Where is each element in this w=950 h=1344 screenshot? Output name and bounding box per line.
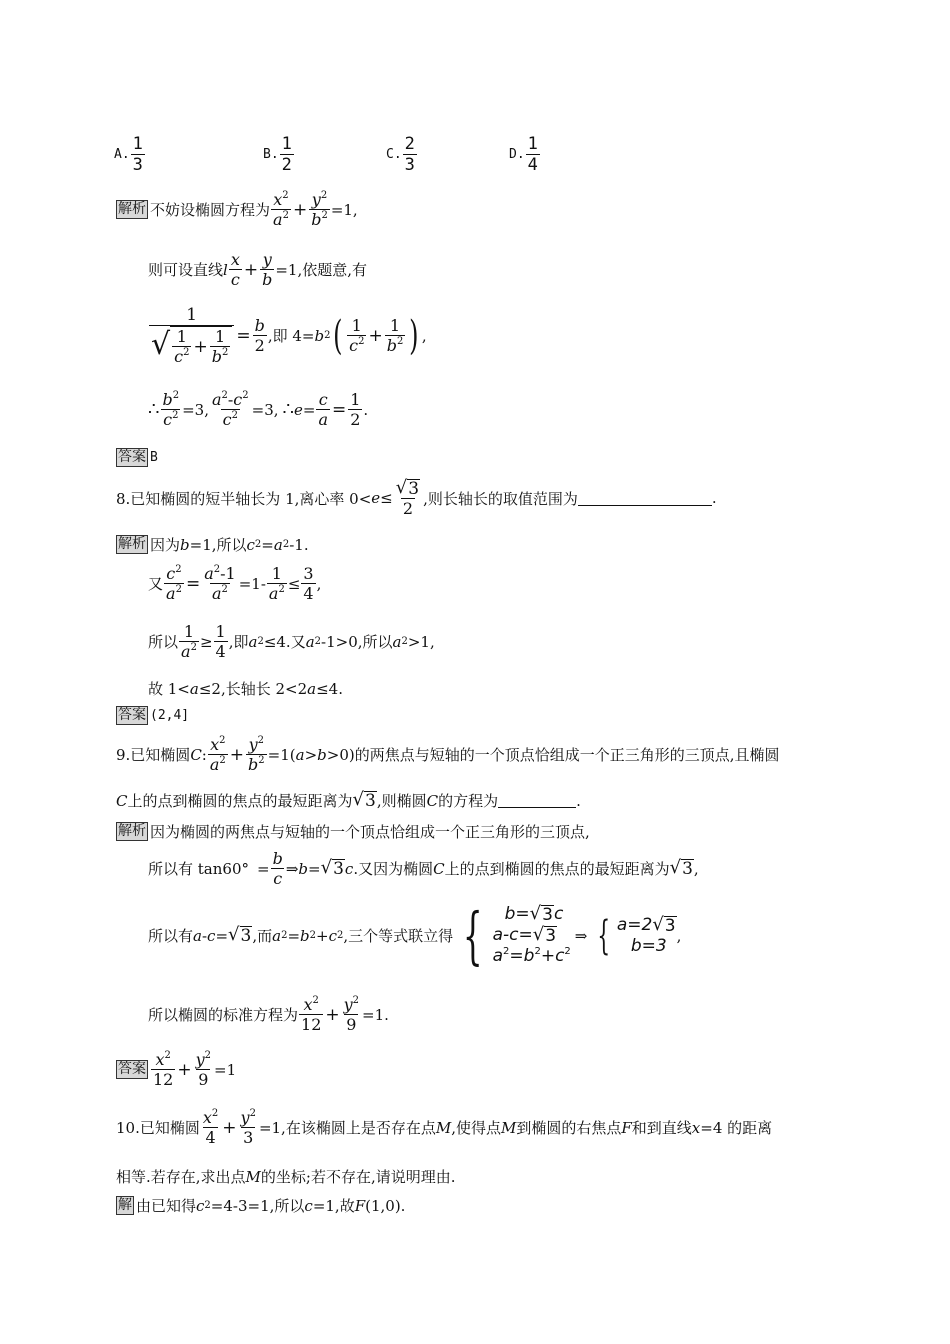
q8-solution-line2: 又 $\frac{c^2}{a^2}$ = $\frac{a^2-1}{a^2}$ =1- $\frac{1}{a^2}$ ≤ $\frac{3}{4}$ ,	[148, 564, 322, 603]
jiexi-tag: 解析	[118, 201, 146, 217]
q10-solution-line1: 解 由已知得 c 2 =4-3=1,所以 c =1,故 F (1,0).	[118, 1196, 406, 1215]
q7-text: =1,依题意,有	[275, 261, 368, 279]
fraction-b-2: $\frac{b}{2}$	[254, 316, 265, 355]
q7-text: 则可设直线	[148, 261, 224, 279]
fraction-y-b: $\frac{y}{b}$	[262, 250, 273, 289]
option-b	[263, 134, 295, 175]
q7-solution-line3: 1 √ $\frac{1}{c^2}$ + $\frac{1}{b^2}$ = $\frac{b}{2}$ ,即 4= b 2 ( $\frac{1}{c^2}$ + $\frac{1}{b^2}$ ) ,	[151, 305, 427, 366]
q7-answer-value: B	[150, 450, 158, 465]
plus-sign: +	[292, 199, 308, 220]
fraction-x-c: $\frac{x}{c}$	[230, 250, 240, 289]
jiexi-tag: 解析	[118, 536, 146, 552]
line-l: l	[223, 260, 228, 279]
q7-solution-line4: ∴ $\frac{b^2}{c^2}$ =3, $\frac{a^2-c^2}{c^2}$ =3, ∴ e= $\frac{c}{a}$ = $\frac{1}{2}$ .	[148, 390, 369, 429]
q7-solution-line2: 则可设直线 l $\frac{x}{c}$ + $\frac{y}{b}$ =1,依题意,有	[148, 250, 368, 289]
q7-answer	[116, 448, 158, 467]
daan-tag: 答案	[118, 707, 146, 723]
q9-solution-line4: 所以椭圆的标准方程为 $\frac{x^2}{12}$ + $\frac{y^2}{9}$ =1.	[148, 995, 389, 1034]
answer-blank[interactable]	[498, 793, 576, 808]
q9-solution-line1: 解析 因为椭圆的两焦点与短轴的一个顶点恰组成一个正三角形的三顶点,	[118, 823, 590, 841]
option-b-label: B.	[263, 147, 279, 162]
distance-fraction: 1 √ $\frac{1}{c^2}$ + $\frac{1}{b^2}$	[149, 305, 234, 366]
q7-solution-line1	[116, 190, 358, 229]
q9-stem-line1: 9.已知椭圆 C : $\frac{x^2}{a^2}$ + $\frac{y^2}{b^2}$ =1( a > b >0)的两焦点与短轴的一个顶点恰组成一个正三角形的三顶点,且椭圆	[116, 735, 780, 774]
q9-solution-line2: 所以有 tan60° = $\frac{b}{c}$ ⇒ b = √ 3 c .又因为椭圆 C 上的点到椭圆的焦点的最短距离为 √ 3 ,	[148, 849, 699, 888]
q8-stem: 8.已知椭圆的短半轴长为 1,离心率 0< e ≤ √ 3 2 ,则长轴长的取值范围为 .	[116, 477, 717, 518]
daan-tag: 答案	[118, 449, 146, 465]
option-a	[114, 134, 146, 175]
option-c	[386, 134, 418, 175]
q8-solution-line3: 所以 $\frac{1}{a^2}$ ≥ $\frac{1}{4}$ ,即 a 2 ≤4.又 a 2 -1>0,所以 a 2 >1,	[148, 622, 435, 661]
system-brace: {	[463, 898, 483, 972]
option-d-fraction: $\frac{1}{4}$	[527, 134, 538, 175]
q9-stem-line2: C 上的点到椭圆的焦点的最短距离为 √ 3 ,则椭圆 C 的方程为 .	[116, 789, 581, 811]
option-a-fraction: $\frac{1}{3}$	[132, 134, 143, 175]
option-d	[509, 134, 541, 175]
jiexi-tag: 解析	[118, 823, 146, 839]
q7-text: 不妨设椭圆方程为	[150, 201, 271, 219]
q7-eq: =1,	[330, 200, 358, 219]
q10-stem-line1: 10.已知椭圆 $\frac{x^2}{4}$ + $\frac{y^2}{3}$ =1,在该椭圆上是否存在点 M ,使得点 M 到椭圆的右焦点 F 和到直线 x =4 的距离	[116, 1108, 773, 1147]
daan-tag: 答案	[118, 1061, 146, 1077]
q8-solution-line4: 故 1< a ≤2,长轴长 2<2 a ≤4.	[148, 679, 343, 698]
option-c-fraction: $\frac{2}{3}$	[404, 134, 415, 175]
equation-system: b= √ 3 c a-c= √ 3 $a^2=b^2+c^2$	[492, 903, 571, 966]
jie-tag: 解	[118, 1197, 132, 1213]
option-b-fraction: $\frac{1}{2}$	[281, 134, 292, 175]
option-c-label: C.	[386, 147, 402, 162]
answer-blank[interactable]	[578, 491, 712, 506]
q10-stem-line2: 相等.若存在,求出点 M 的坐标;若不存在,请说明理由.	[116, 1167, 456, 1186]
fraction-x2-a2: $\frac{x^2}{a^2}$	[273, 190, 289, 229]
option-a-label: A.	[114, 147, 130, 162]
option-d-label: D.	[509, 147, 525, 162]
result-system: a=2 √ 3 b=3	[616, 913, 676, 956]
q9-answer: 答案 $\frac{x^2}{12}$ + $\frac{y^2}{9}$ =1	[118, 1050, 237, 1089]
fraction-y2-b2: $\frac{y^2}{b^2}$	[311, 190, 328, 229]
q8-solution-line1: 解析 因为 b =1,所以 c 2 = a 2 -1.	[118, 535, 309, 554]
q8-answer	[116, 706, 189, 725]
q9-solution-line3: 所以有 a - c = √ 3 ,而 a 2 = b 2 + c 2 ,三个等式联立得 { b= √ 3 c a-c= √ 3 $a^2=b^2+c^2$ ⇒ { a=2 √ 3 b=3 ,	[148, 898, 682, 972]
therefore-symbol: ∴	[148, 399, 160, 420]
q8-answer-value: (2,4]	[150, 708, 190, 723]
